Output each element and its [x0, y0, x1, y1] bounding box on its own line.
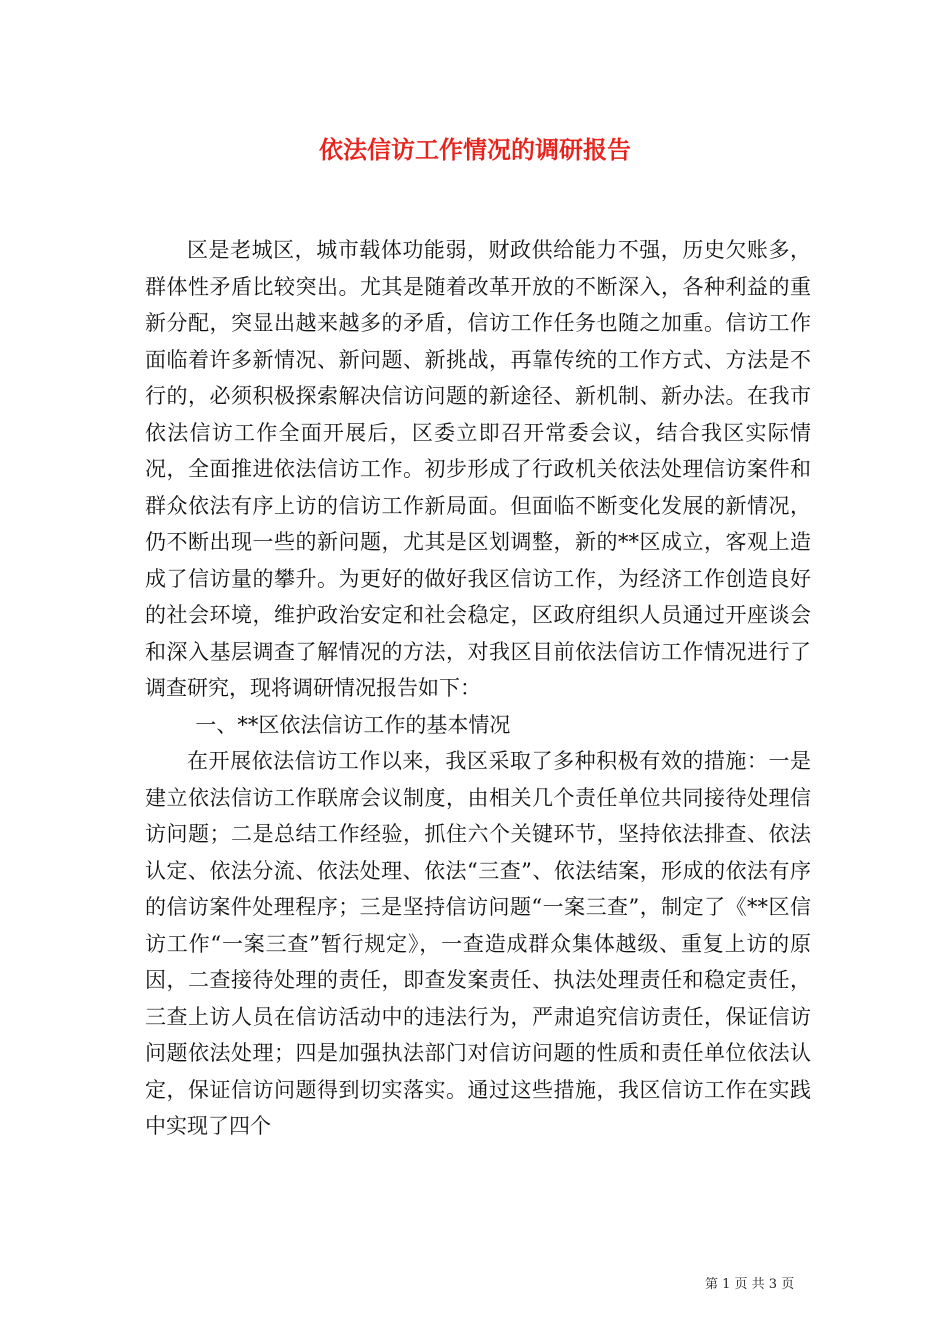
paragraph-measures: 在开展依法信访工作以来，我区采取了多种积极有效的措施：一是建立依法信访工作联席会议制度，由相关几个责任单位共同接待处理信访问题；二是总结工作经验，抓住六个关键环节，坚持依法排查、依法认定、依法分流、依法处理、依法“三查”、依法结案，形成的依法有序的信访案件处理程序；三是坚持信访问题“一案三查”，制定了《**区信访工作“一案三查”暂行规定》，一查造成群众集体越级、重复上访的原因，二查接待处理的责任，即查发案责任、执法处理责任和稳定责任，三查上访人员在信访活动中的违法行为，严肃追究信访责任，保证信访问题依法处理；四是加强执法部门对信访问题的性质和责任单位依法认定，保证信访问题得到切实落实。通过这些措施，我区信访工作在实践中实现了四个: [145, 749, 811, 1138]
paragraph-intro: 区是老城区，城市载体功能弱，财政供给能力不强，历史欠账多，群体性矛盾比较突出。尤其是随着改革开放的不断深入，各种利益的重新分配，突显出越来越多的矛盾，信访工作任务也随之加重。信访工作面临着许多新情况、新问题、新挑战，再靠传统的工作方式、方法是不行的，必须积极探索解决信访问题的新途径、新机制、新办法。在我市依法信访工作全面开展后，区委立即召开常委会议，结合我区实际情况，全面推进依法信访工作。初步形成了行政机关依法处理信访案件和群众依法有序上访的信访工作新局面。但面临不断变化发展的新情况，仍不断出现一些的新问题，尤其是区划调整，新的**区成立，客观上造成了信访量的攀升。为更好的做好我区信访工作，为经济工作创造良好的社会环境，维护政治安定和社会稳定，区政府组织人员通过开座谈会和深入基层调查了解情况的方法，对我区目前依法信访工作情况进行了调查研究，现将调研情况报告如下：: [145, 238, 811, 700]
document-title: 依法信访工作情况的调研报告: [319, 135, 631, 164]
document-body: [145, 232, 811, 1145]
section-heading-1: 一、**区依法信访工作的基本情况: [195, 712, 511, 737]
page-number-footer: 第 1 页 共 3 页: [705, 1277, 795, 1292]
